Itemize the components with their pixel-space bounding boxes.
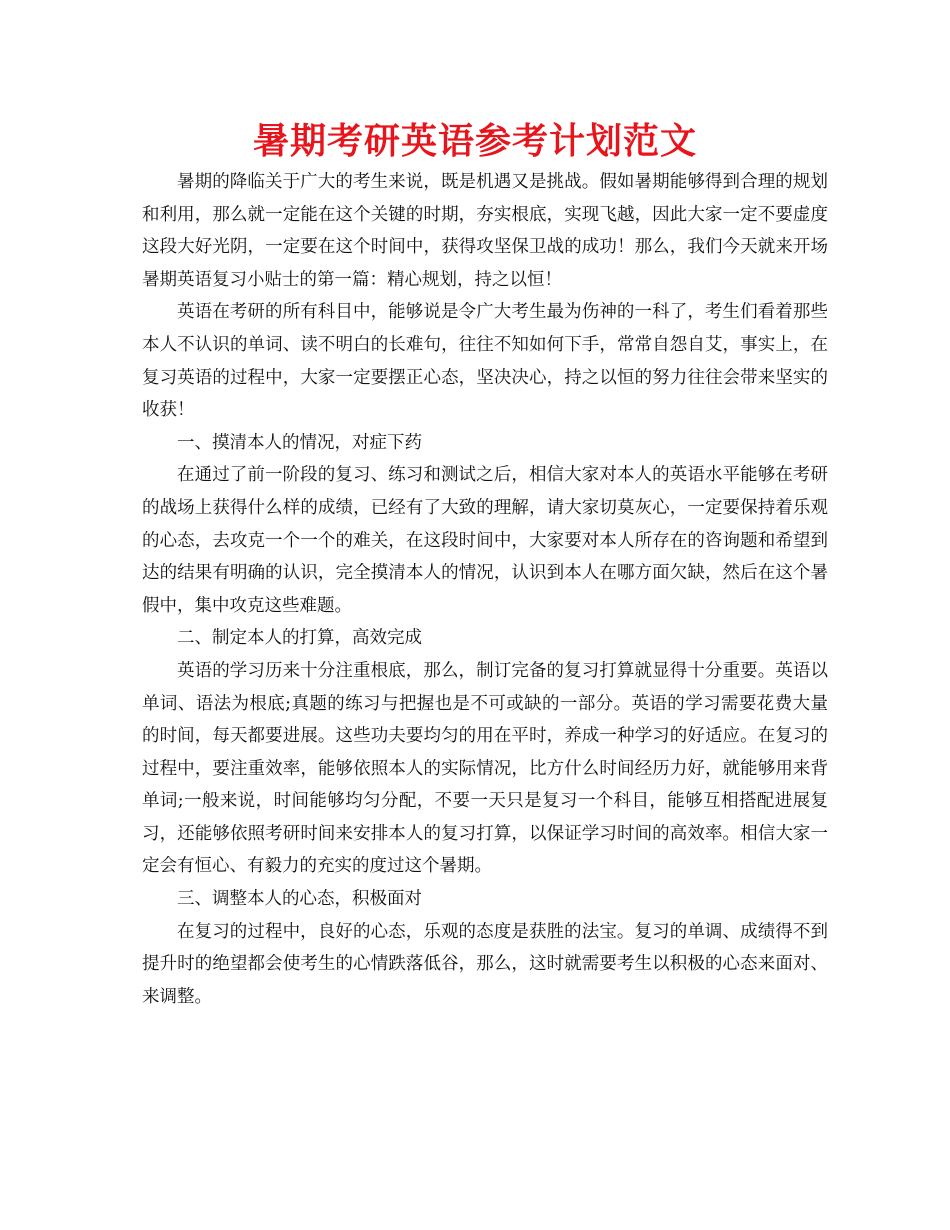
section-heading-1: 一、摸清本人的情况，对症下药	[177, 432, 422, 453]
section-heading-3: 三、调整本人的心态，积极面对	[177, 889, 422, 910]
paragraph-section-3: 在复习的过程中，良好的心态，乐观的态度是获胜的法宝。复习的单调、成绩得不到提升时的绝望都会使考生的心情跌落低谷，那么，这时就需要考生以积极的心态来面对、来调整。	[142, 921, 828, 1007]
paragraph-section-1: 在通过了前一阶段的复习、练习和测试之后，相信大家对本人的英语水平能够在考研的战场上获得什么样的成绩，已经有了大致的理解，请大家切莫灰心，一定要保持着乐观的心态，去攻克一个一个的难关，在这段时间中，大家要对本人所存在的咨询题和希望到达的结果有明确的认识，完全摸清本人的情况，认识到本人在哪方面欠缺，然后在这个暑假中，集中攻克这些难题。	[142, 465, 828, 616]
section-heading-2: 二、制定本人的打算，高效完成	[177, 628, 422, 649]
paragraph-english-difficulty: 英语在考研的所有科目中，能够说是令广大考生最为伤神的一科了，考生们看着那些本人不认识的单词、读不明白的长难句，往往不知如何下手，常常自怨自艾，事实上，在复习英语的过程中，大家一定要摆正心态，坚决决心，持之以恒的努力往往会带来坚实的收获！	[142, 302, 828, 421]
document-title: 暑期考研英语参考计划范文	[252, 121, 697, 162]
paragraph-section-2: 英语的学习历来十分注重根底，那么，制订完备的复习打算就显得十分重要。英语以单词、语法为根底;真题的练习与把握也是不可或缺的一部分。英语的学习需要花费大量的时间，每天都要进展。这些功夫要均匀的用在平时，养成一种学习的好适应。在复习的过程中，要注重效率，能够依照本人的实际情况，比方什么时间经历力好，就能够用来背单词;一般来说，时间能够均匀分配，不要一天只是复习一个科目，能够互相搭配进展复习，还能够依照考研时间来安排本人的复习打算，以保证学习时间的高效率。相信大家一定会有恒心、有毅力的充实的度过这个暑期。	[142, 660, 828, 877]
document-body	[142, 166, 828, 1013]
paragraph-intro: 暑期的降临关于广大的考生来说，既是机遇又是挑战。假如暑期能够得到合理的规划和利用，那么就一定能在这个关键的时期，夯实根底，实现飞越，因此大家一定不要虚度这段大好光阴，一定要在这个时间中，获得攻坚保卫战的成功！那么，我们今天就来开场暑期英语复习小贴士的第一篇：精心规划，持之以恒！	[142, 172, 828, 290]
